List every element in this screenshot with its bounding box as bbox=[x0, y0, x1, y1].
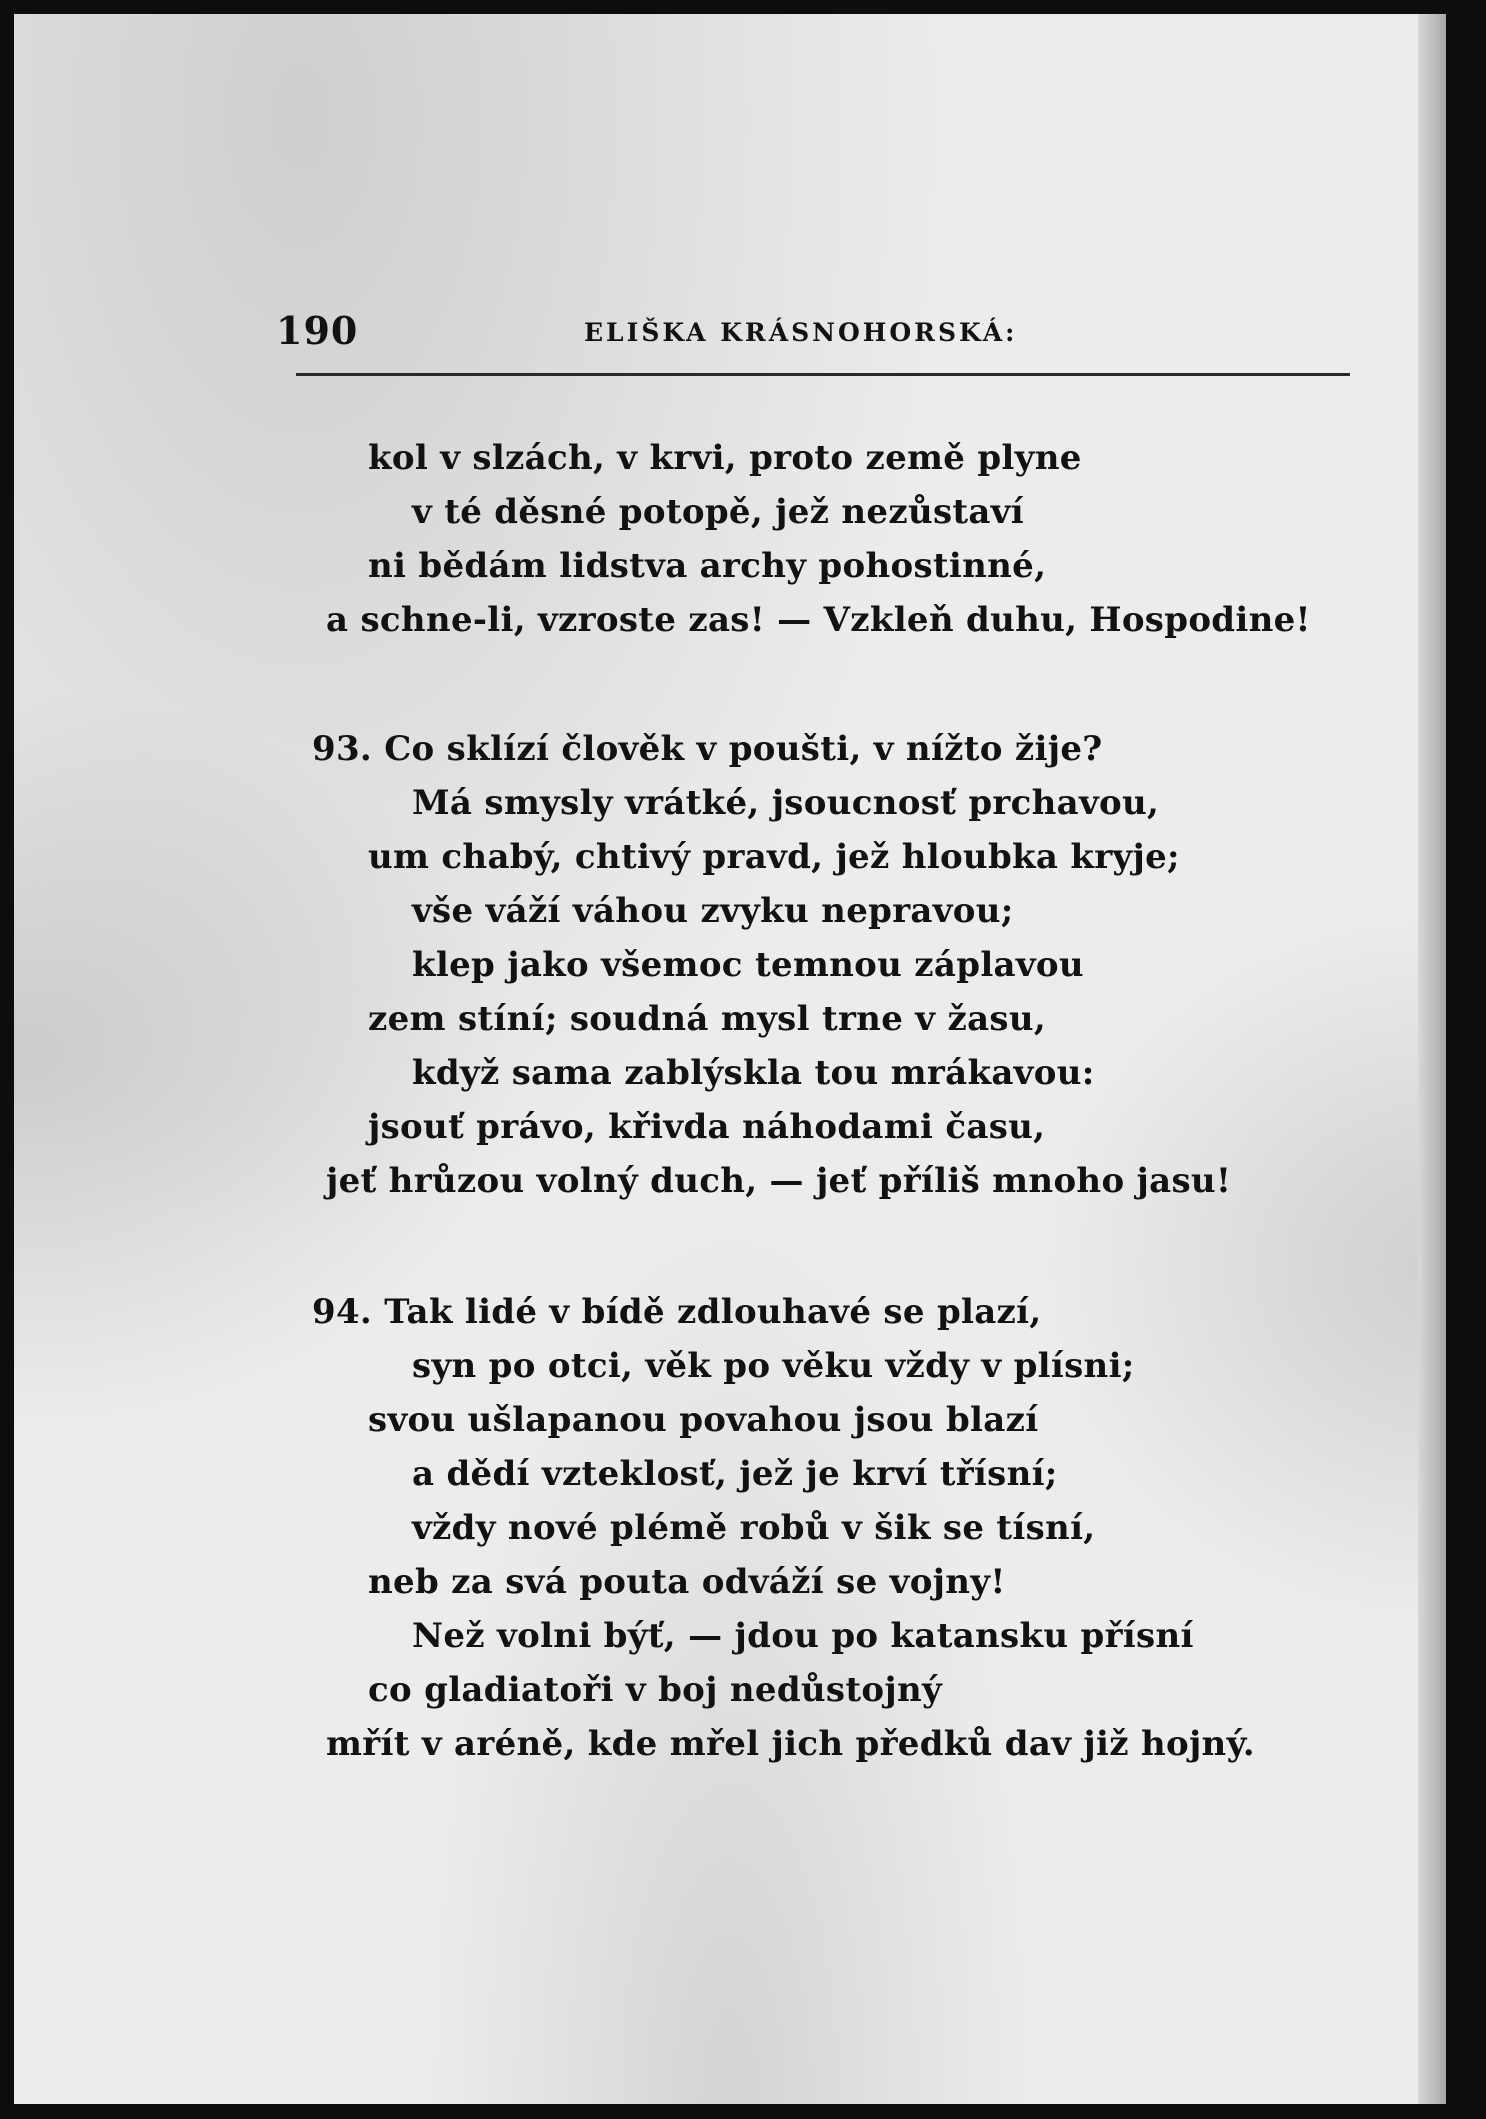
verse-line: a dědí vzteklosť, jež je krví třísní; bbox=[412, 1454, 1058, 1494]
book-page bbox=[14, 14, 1446, 2104]
header-rule bbox=[296, 373, 1350, 376]
verse-line: ni bědám lidstva archy pohostinné, bbox=[368, 546, 1047, 586]
page-header bbox=[276, 304, 1351, 360]
verse-line: Má smysly vrátké, jsoucnosť prchavou, bbox=[412, 783, 1160, 823]
verse-line: syn po otci, věk po věku vždy v plísni; bbox=[412, 1346, 1135, 1386]
page-edge-shadow bbox=[1418, 14, 1446, 2104]
verse-line: co gladiatoři v boj nedůstojný bbox=[368, 1670, 943, 1710]
verse-line: jsouť právo, křivda náhodami času, bbox=[368, 1107, 1046, 1147]
page-number: 190 bbox=[276, 308, 359, 353]
verse-line: vše váží váhou zvyku nepravou; bbox=[412, 891, 1014, 931]
verse-line: jeť hrůzou volný duch, — jeť příliš mnoho jasu! bbox=[326, 1161, 1232, 1201]
verse-line: mřít v aréně, kde mřel jich předků dav již hojný. bbox=[326, 1724, 1255, 1764]
verse-line: um chabý, chtivý pravd, jež hloubka kryje; bbox=[368, 837, 1180, 877]
verse-line: a schne-li, vzroste zas! — Vzkleň duhu, Hospodine! bbox=[326, 600, 1311, 640]
verse-line: vždy nové plémě robů v šik se tísní, bbox=[412, 1508, 1096, 1548]
verse-line: neb za svá pouta odváží se vojny! bbox=[368, 1562, 1006, 1602]
verse-line: v té děsné potopě, jež nezůstaví bbox=[412, 492, 1025, 532]
verse-line-numbered: 94. Tak lidé v bídě zdlouhavé se plazí, bbox=[312, 1292, 1042, 1332]
verse-line: když sama zablýskla tou mrákavou: bbox=[412, 1053, 1095, 1093]
verse-line: kol v slzách, v krvi, proto země plyne bbox=[368, 438, 1082, 478]
verse-line: klep jako všemoc temnou záplavou bbox=[412, 945, 1084, 985]
verse-line: Než volni býť, — jdou po katansku přísní bbox=[412, 1616, 1194, 1656]
verse-line-numbered: 93. Co sklízí člověk v poušti, v nížto žije? bbox=[312, 729, 1103, 769]
running-head: ELIŠKA KRÁSNOHORSKÁ: bbox=[584, 318, 1018, 347]
verse-line: zem stíní; soudná mysl trne v žasu, bbox=[368, 999, 1046, 1039]
verse-line: svou ušlapanou povahou jsou blazí bbox=[368, 1400, 1039, 1440]
